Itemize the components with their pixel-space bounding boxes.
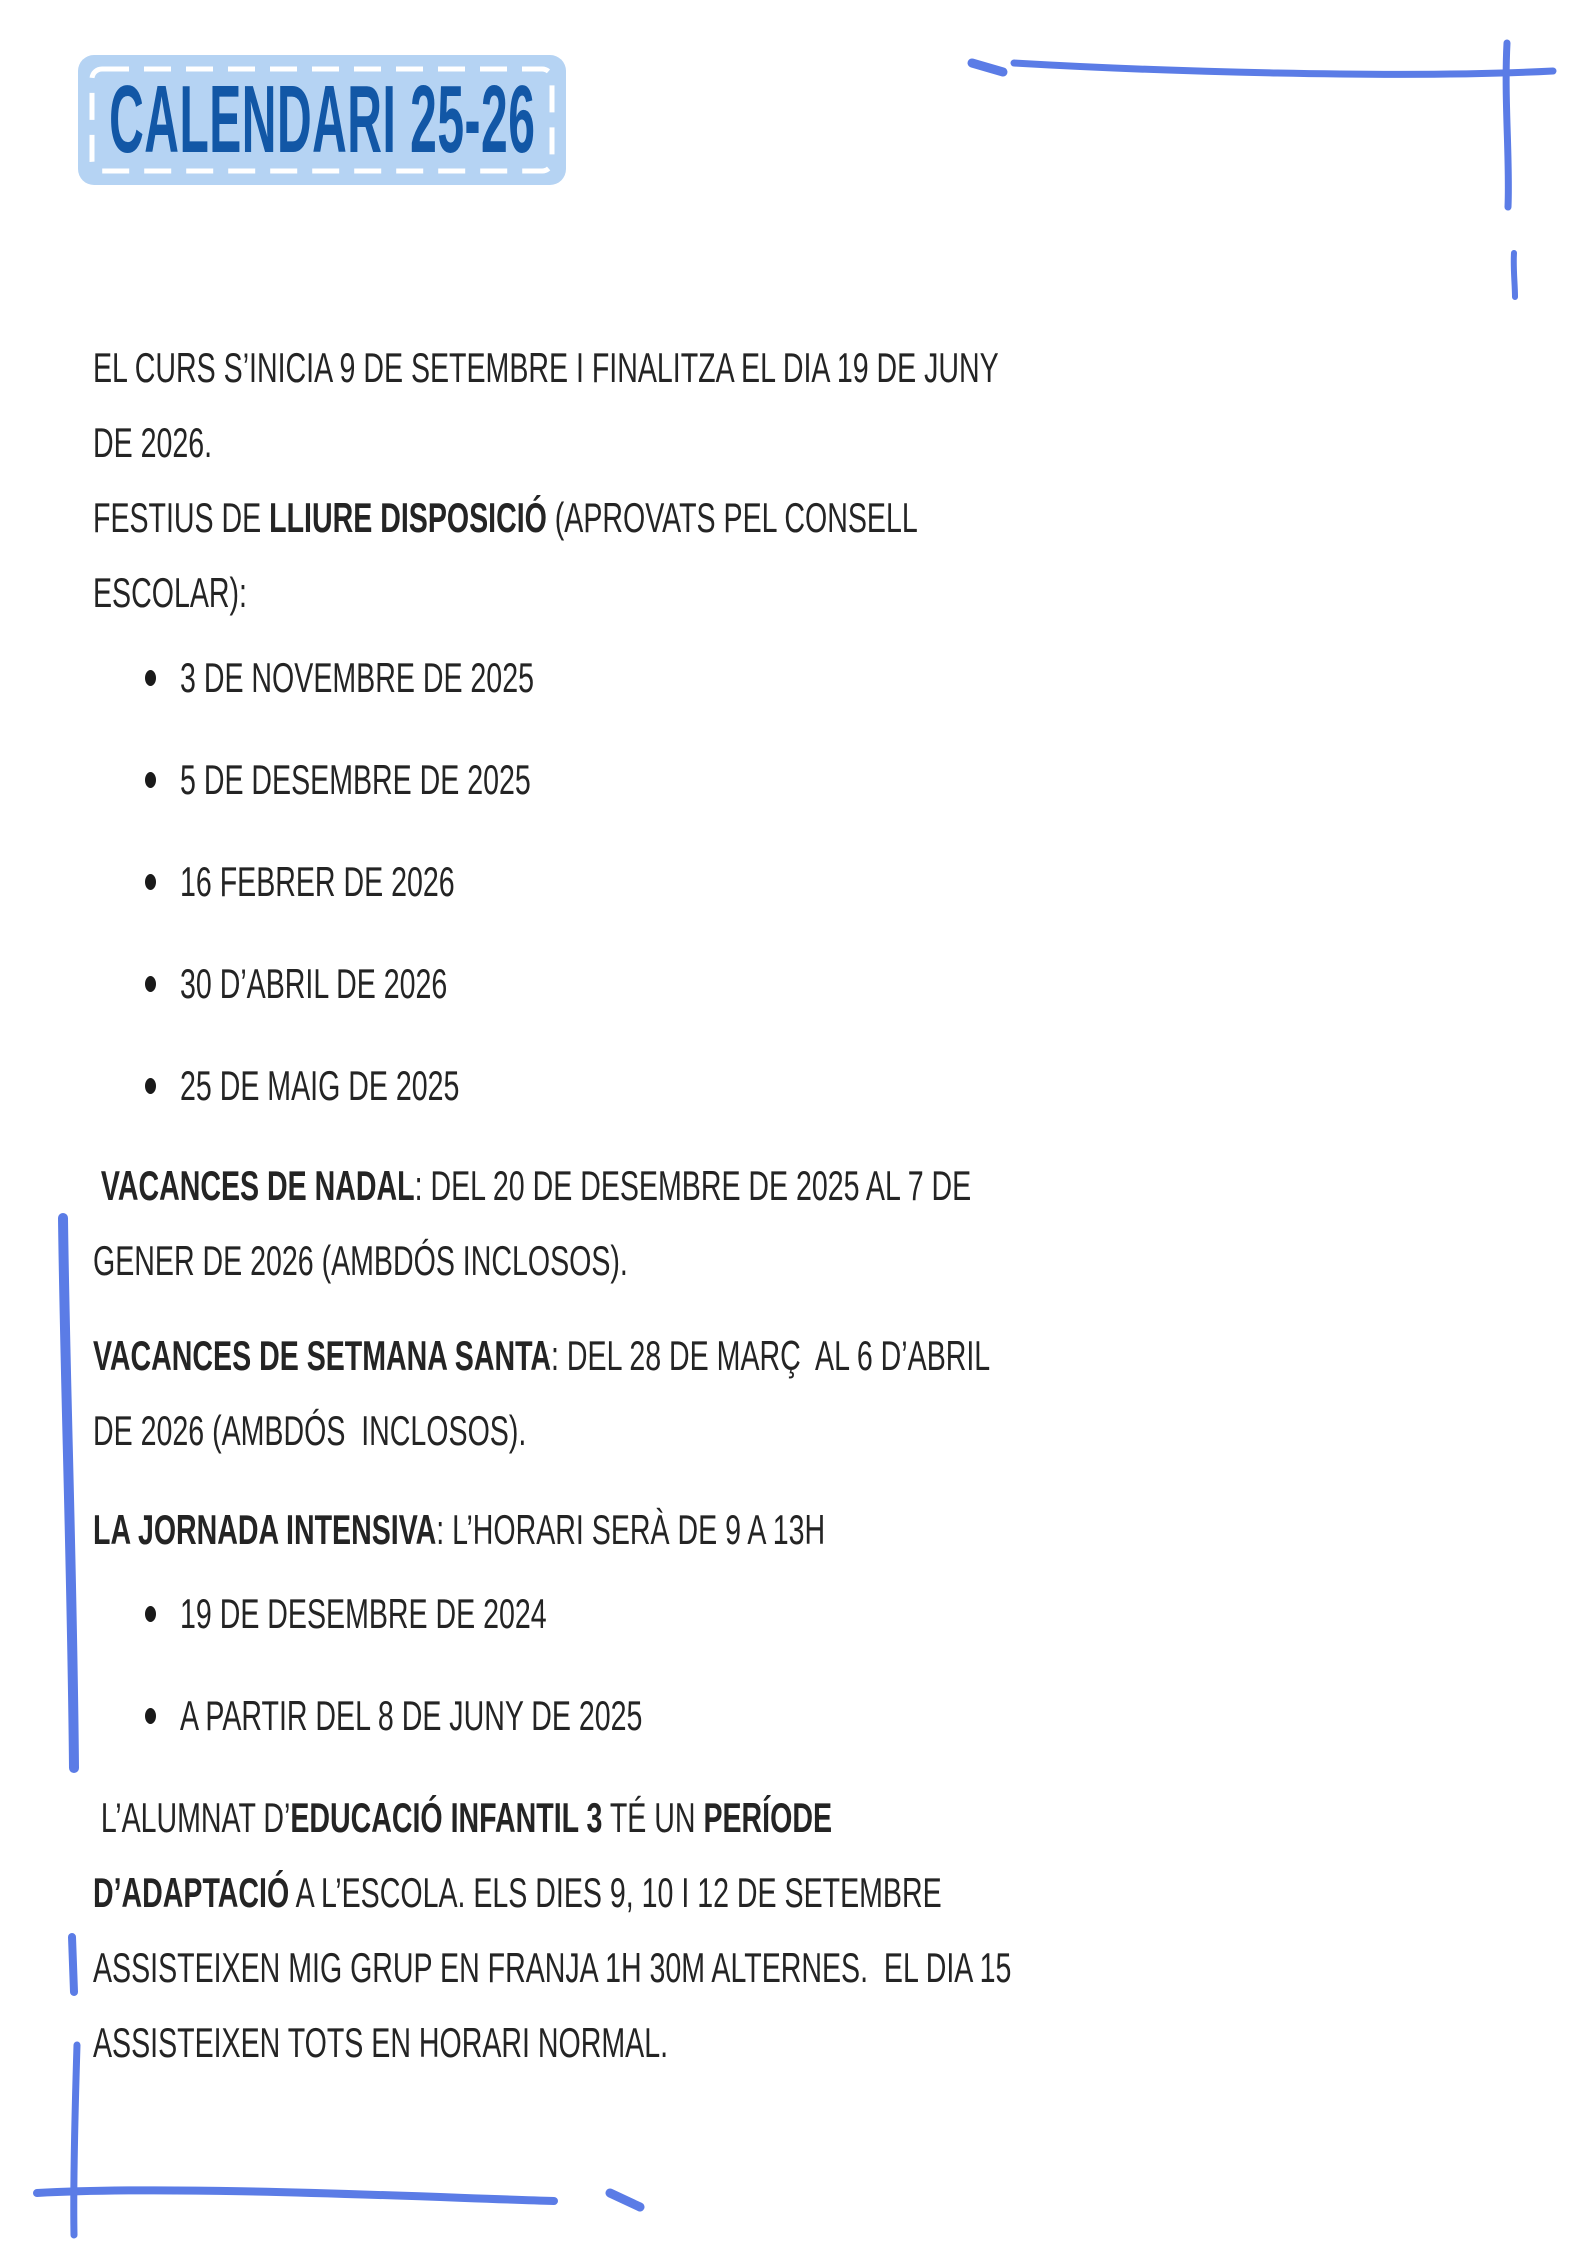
text-line-content [93,1855,942,1930]
bullet-icon [145,1708,156,1724]
text-line-content [93,1148,971,1223]
bullet-list [93,1576,1293,1753]
text-line-content [93,2005,668,2080]
list-item [93,946,1293,1021]
text-segment: GENER DE 2026 (AMBDÓS INCLOSOS). [93,1237,628,1284]
page-title [0,66,748,173]
bullet-list [93,640,1293,1123]
text-segment: : L’HORARI SERÀ DE 9 A 13H [436,1506,826,1553]
brush-stroke-top-horizontal [1014,63,1553,74]
list-item-text [180,1678,642,1753]
text-line-content [93,1780,832,1855]
list-item [93,1678,1293,1753]
text-segment: DE 2026. [93,419,213,466]
brush-stroke-top-dash [972,63,1003,72]
text-line-content [93,1492,825,1567]
brush-stroke-bottom-horizontal [37,2190,554,2201]
text-line [93,555,1293,630]
list-item-text [180,640,534,715]
bold-text-segment: LLIURE DISPOSICIÓ [269,494,547,541]
text-segment: ASSISTEIXEN MIG GRUP EN FRANJA 1H 30M ALTERNES. EL DIA 15 [93,1944,1012,1991]
bold-text-segment: VACANCES DE SETMANA SANTA [93,1332,552,1379]
text-line-content [93,480,918,555]
paragraph [93,330,1293,630]
bullet-icon [145,1078,156,1094]
text-segment: EL CURS S’INICIA 9 DE SETEMBRE I FINALITZA EL DIA 19 DE JUNY [93,344,999,391]
brush-stroke-left-small-dash [72,1937,74,1992]
brush-stroke-bottom-dash [610,2193,640,2207]
text-segment: (APROVATS PEL CONSELL [546,494,918,541]
brush-stroke-bottom-left-vertical [74,2045,77,2235]
text-line [93,480,1293,555]
text-line-content [93,1393,526,1468]
text-segment: ESCOLAR): [93,569,247,616]
text-line-content [93,1223,628,1298]
list-item [93,844,1293,919]
brush-stroke-left-vertical [63,1218,74,1768]
bullet-icon [145,1606,156,1622]
text-segment: 16 FEBRER DE 2026 [180,858,455,905]
page-title-text: CALENDARI 25-26 [108,66,536,173]
text-line [93,1148,1293,1223]
bullet-icon [145,772,156,788]
text-segment: 5 DE DESEMBRE DE 2025 [180,756,531,803]
text-segment: L’ALUMNAT D’ [93,1794,291,1841]
bold-text-segment: VACANCES DE NADAL [100,1162,415,1209]
bullet-icon [145,976,156,992]
brush-stroke-top-right-vertical [1506,43,1508,207]
bold-text-segment: EDUCACIÓ INFANTIL 3 [290,1794,603,1841]
list-item-text [180,1576,547,1651]
text-line [93,1318,1293,1393]
text-segment: 3 DE NOVEMBRE DE 2025 [180,654,534,701]
title-badge [78,55,566,185]
bold-text-segment: LA JORNADA INTENSIVA [93,1506,437,1553]
brush-stroke-right-small-dash [1514,253,1515,297]
document-body [93,330,1293,2080]
list-item [93,742,1293,817]
text-line [93,1855,1293,1930]
paragraph [93,1780,1293,2080]
text-line-content [93,1930,1011,2005]
bold-text-segment: PERÍODE [703,1794,833,1841]
text-segment [93,1162,101,1209]
list-item [93,1048,1293,1123]
list-item-text [180,742,531,817]
text-line-content [93,1318,990,1393]
text-line-content [93,555,247,630]
list-item-text [180,1048,459,1123]
text-line [93,1492,1293,1567]
list-item [93,640,1293,715]
bullet-icon [145,670,156,686]
bold-text-segment: D’ADAPTACIÓ [93,1869,290,1916]
bullet-icon [145,874,156,890]
text-segment: : DEL 20 DE DESEMBRE DE 2025 AL 7 DE [414,1162,972,1209]
text-segment: DE 2026 (AMBDÓS INCLOSOS). [93,1407,527,1454]
paragraph [93,1148,1293,1298]
text-line [93,1930,1293,2005]
text-line [93,405,1293,480]
text-line-content [93,405,212,480]
text-segment: : DEL 28 DE MARÇ AL 6 D’ABRIL [551,1332,991,1379]
text-line [93,1780,1293,1855]
text-segment: ASSISTEIXEN TOTS EN HORARI NORMAL. [93,2019,669,2066]
list-item-text [180,946,447,1021]
list-item-text [180,844,455,919]
text-segment: 19 DE DESEMBRE DE 2024 [180,1590,547,1637]
text-segment: 30 D’ABRIL DE 2026 [180,960,448,1007]
text-line [93,1223,1293,1298]
text-segment: FESTIUS DE [93,494,270,541]
text-segment: A L’ESCOLA. ELS DIES 9, 10 I 12 DE SETEMBRE [289,1869,942,1916]
text-line [93,2005,1293,2080]
text-line [93,1393,1293,1468]
text-segment: TÉ UN [602,1794,704,1841]
list-item [93,1576,1293,1651]
text-segment: 25 DE MAIG DE 2025 [180,1062,460,1109]
paragraph [93,1318,1293,1468]
text-segment: A PARTIR DEL 8 DE JUNY DE 2025 [180,1692,643,1739]
text-line-content [93,330,999,405]
paragraph [93,1492,1293,1567]
text-line [93,330,1293,405]
